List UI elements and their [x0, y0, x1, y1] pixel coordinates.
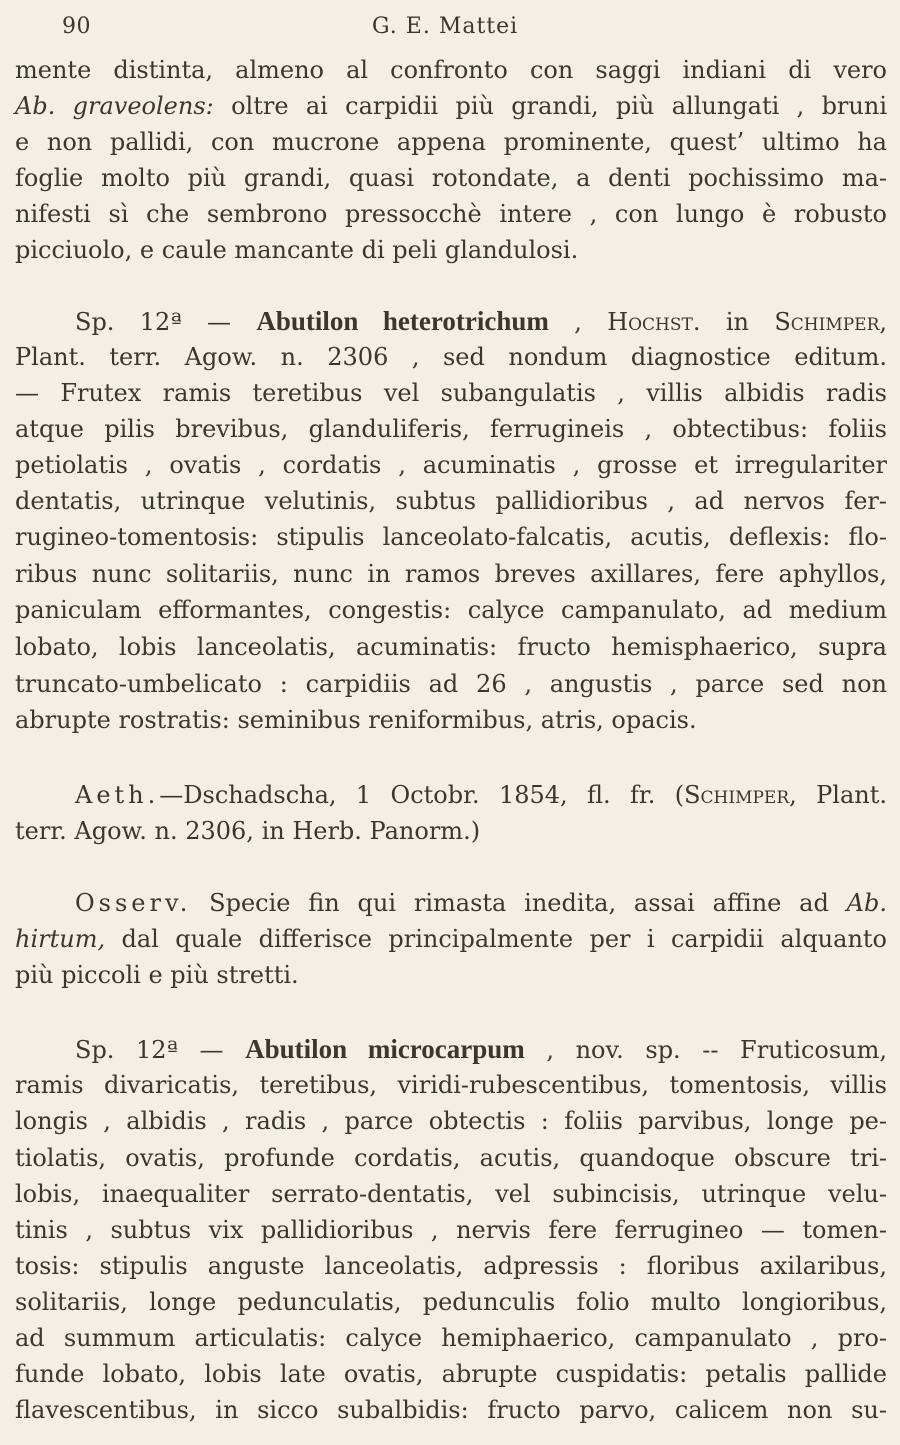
text-line: ramis divaricatis, teretibus, viridi-rubescentibus, tomentosis, villis	[15, 1071, 887, 1099]
text-line: ad summum articulatis: calyce hemiphaerico, campanulato , pro-	[15, 1324, 887, 1352]
text-line: truncato-umbelicato : carpidiis ad 26 , angustis , parce sed non	[15, 670, 887, 698]
species-name: Abutilon heterotrichum	[256, 306, 549, 336]
page-number: 90	[62, 14, 91, 39]
text-line: flavescentibus, in sicco subalbidis: fructo parvo, calicem non su-	[15, 1396, 887, 1424]
text-line: tiolatis, ovatis, profunde cordatis, acutis, quandoque obscure tri-	[15, 1144, 887, 1172]
text-line: atque pilis brevibus, glanduliferis, ferrugineis , obtectibus: foliis	[15, 415, 887, 443]
text-line: — Frutex ramis teretibus vel subangulatis , villis albidis radis	[15, 379, 887, 407]
text-line: rugineo-tomentosis: stipulis lanceolato-falcatis, acutis, deflexis: flo-	[15, 523, 887, 551]
species-epithet: hirtum,	[15, 925, 106, 953]
text-line: lobis, inaequaliter serrato-dentatis, vel subincisis, utrinque velu-	[15, 1180, 887, 1208]
species-abbrev: Ab. graveolens:	[15, 92, 214, 120]
observation-line: Osserv. Specie fin qui rimasta inedita, assai affine ad Ab.	[75, 889, 887, 917]
text-line: tinis , subtus vix pallidioribus , nervis fere ferrugineo — tomen-	[15, 1216, 887, 1244]
species-heading: Sp. 12ª — Abutilon heterotrichum , Hochst. in Schimper,	[75, 306, 888, 336]
author-name: Hochst.	[607, 308, 701, 336]
text-line: hirtum, dal quale differisce principalmente per i carpidii alquanto	[15, 925, 887, 953]
text-line: longis , albidis , radis , parce obtectis : foliis parvibus, longe pe-	[15, 1107, 887, 1135]
text-line: nifesti sì che sembrono pressocchè intere , con lungo è robusto	[15, 200, 887, 228]
locality-line: Aeth.—Dschadscha, 1 Octobr. 1854, fl. fr. (Schimper, Plant.	[75, 781, 887, 809]
text-line: Plant. terr. Agow. n. 2306 , sed nondum diagnostice editum.	[15, 343, 887, 371]
text-line: paniculam efformantes, congestis: calyce campanulato, ad medium	[15, 596, 887, 624]
species-heading: Sp. 12ª — Abutilon microcarpum , nov. sp. -- Fruticosum,	[75, 1034, 888, 1064]
running-head: G. E. Mattei	[372, 14, 519, 39]
text-line: lobato, lobis lanceolatis, acuminatis: fructo hemisphaerico, supra	[15, 633, 887, 661]
text-line: foglie molto più grandi, quasi rotondate, a denti pochissimo ma-	[15, 164, 887, 192]
text-line: funde lobato, lobis late ovatis, abrupte cuspidatis: petalis pallide	[15, 1360, 887, 1388]
text-line: terr. Agow. n. 2306, in Herb. Panorm.)	[15, 817, 481, 845]
text-line: dentatis, utrinque velutinis, subtus pallidioribus , ad nervos fer-	[15, 487, 887, 515]
collector-name: Schimper,	[684, 781, 797, 809]
text-line: solitariis, longe pedunculatis, pedunculis folio multo longioribus,	[15, 1288, 887, 1316]
species-abbrev: Ab.	[846, 889, 887, 917]
collector-name: Schimper,	[774, 308, 888, 336]
text-line: e non pallidi, con mucrone appena prominente, quest’ ultimo ha	[15, 128, 887, 156]
text-line: picciuolo, e caule mancante di peli glandulosi.	[15, 236, 579, 264]
text-line: tosis: stipulis anguste lanceolatis, adpressis : floribus axilaribus,	[15, 1252, 887, 1280]
text-line: ribus nunc solitariis, nunc in ramos breves axillares, fere aphyllos,	[15, 560, 887, 588]
text-line: mente distinta, almeno al confronto con saggi indiani di vero	[15, 56, 887, 84]
text-line: abrupte rostratis: seminibus reniformibus, atris, opacis.	[15, 706, 697, 734]
text-line: più piccoli e più stretti.	[15, 961, 299, 989]
text-line: Ab. graveolens: oltre ai carpidii più grandi, più allungati , bruni	[15, 92, 887, 120]
species-name: Abutilon microcarpum	[245, 1034, 525, 1064]
page-header	[0, 8, 900, 40]
text-line: petiolatis , ovatis , cordatis , acuminatis , grosse et irregulariter	[15, 451, 887, 479]
